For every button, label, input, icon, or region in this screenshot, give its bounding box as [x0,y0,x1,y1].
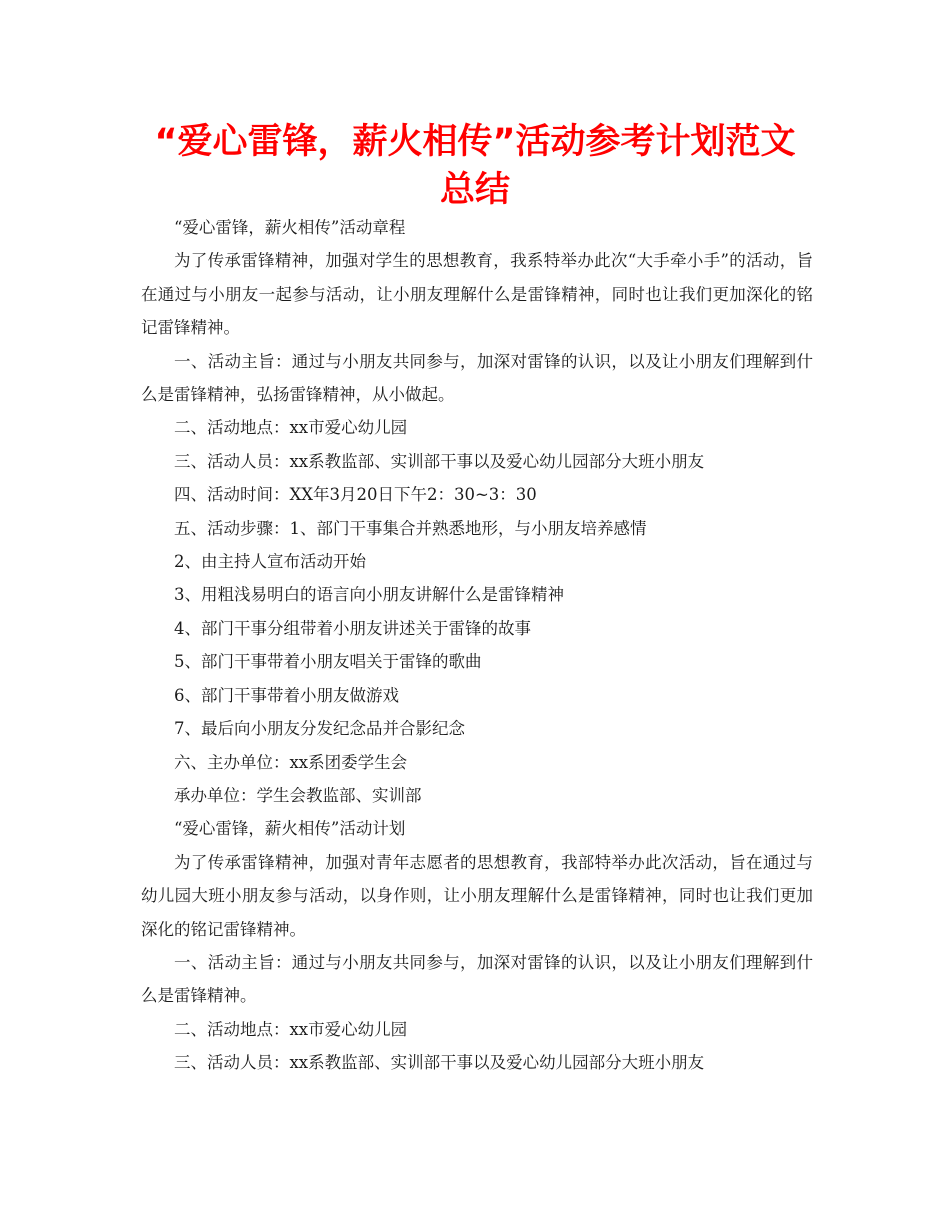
plan-location-line: 二、活动地点：xx市爱心幼儿园 [174,1019,408,1039]
document-body [141,211,813,1080]
document-title: “爱心雷锋，薪火相传”活动参考计划范文总结 [154,122,796,210]
time-line: 四、活动时间：XX年3月20日下午2：30~3：30 [174,485,537,505]
section-heading-plan: “爱心雷锋，薪火相传”活动计划 [174,819,406,839]
step-item: 4、部门干事分组带着小朋友讲述关于雷锋的故事 [174,618,531,638]
plan-intro-paragraph: 为了传承雷锋精神，加强对青年志愿者的思想教育，我部特举办此次活动，旨在通过与幼儿园大班小朋友参与活动，以身作则，让小朋友理解什么是雷锋精神，同时也让我们更加深化的铭记雷锋精神。 [141,852,813,939]
plan-participants-line: 三、活动人员：xx系教监部、实训部干事以及爱心幼儿园部分大班小朋友 [174,1053,705,1073]
participants-line: 三、活动人员：xx系教监部、实训部干事以及爱心幼儿园部分大班小朋友 [174,451,705,471]
step-item: 7、最后向小朋友分发纪念品并合影纪念 [174,719,465,739]
plan-purpose-paragraph: 一、活动主旨：通过与小朋友共同参与，加深对雷锋的认识，以及让小朋友们理解到什么是雷锋精神。 [141,952,813,1006]
step-item: 5、部门干事带着小朋友唱关于雷锋的歌曲 [174,652,482,672]
location-line: 二、活动地点：xx市爱心幼儿园 [174,418,408,438]
step-item: 2、由主持人宣布活动开始 [174,552,366,572]
steps-line: 五、活动步骤：1、部门干事集合并熟悉地形，与小朋友培养感情 [174,518,647,538]
step-item: 3、用粗浅易明白的语言向小朋友讲解什么是雷锋精神 [174,585,564,605]
host-line: 六、主办单位：xx系团委学生会 [174,752,408,772]
purpose-paragraph: 一、活动主旨：通过与小朋友共同参与，加深对雷锋的认识，以及让小朋友们理解到什么是雷锋精神，弘扬雷锋精神，从小做起。 [141,351,813,405]
intro-paragraph: 为了传承雷锋精神，加强对学生的思想教育，我系特举办此次“大手牵小手”的活动，旨在通过与小朋友一起参与活动，让小朋友理解什么是雷锋精神，同时也让我们更加深化的铭记雷锋精神。 [141,251,813,338]
organizer-line: 承办单位：学生会教监部、实训部 [174,785,422,805]
step-item: 6、部门干事带着小朋友做游戏 [174,685,399,705]
section-heading-charter: “爱心雷锋，薪火相传”活动章程 [174,218,406,237]
